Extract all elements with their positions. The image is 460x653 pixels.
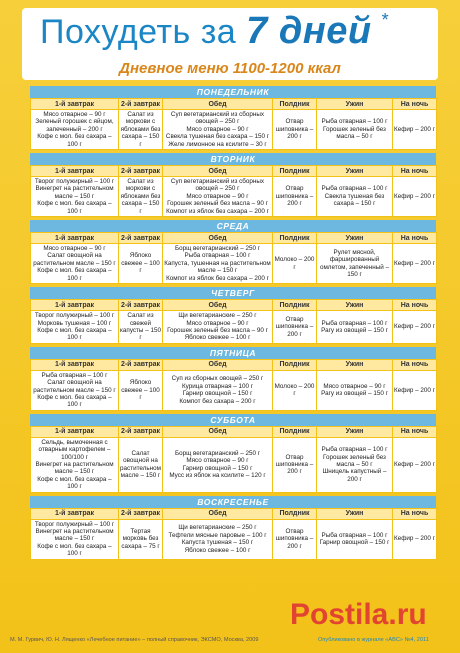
menu-cell: Рыба отварная – 100 г Горошек зеленый без масла – 50 г Шницель капустный – 200 г	[317, 437, 393, 492]
day-name: СУББОТА	[30, 414, 436, 426]
column-header: Обед	[163, 426, 273, 437]
menu-table	[30, 86, 436, 563]
menu-cell: Мясо отварное – 90 г Салат овощной на растительном масле – 150 г Кофе с мол. без сахара – 100 г	[31, 244, 119, 284]
column-header: 2-й завтрак	[119, 233, 163, 244]
menu-cell: Салат из свежей капусты – 150 г	[120, 312, 161, 342]
column-header: 2-й завтрак	[119, 426, 163, 437]
menu-cell: Кефир – 200 г	[393, 519, 437, 559]
menu-cell: Кефир – 200 г	[393, 311, 437, 344]
column-header: Полдник	[273, 166, 317, 177]
menu-cell: Отвар шиповника – 200 г	[273, 110, 317, 150]
page-subtitle: Дневное меню 1100-1200 ккал	[119, 60, 341, 77]
day-block	[30, 414, 436, 493]
menu-cell: Суп из сборных овощей – 250 г Курица отварная – 100 г Гарнир овощной – 150 г Компот без сахара – 200 г	[163, 370, 273, 410]
column-header: На ночь	[393, 426, 437, 437]
menu-cell: Творог полужирный – 100 г Морковь тушеная – 100 г Кофе с мол. без сахара – 100 г	[31, 311, 119, 344]
column-header: Обед	[163, 508, 273, 519]
table-row	[31, 519, 437, 559]
column-header: Полдник	[273, 233, 317, 244]
table-row	[31, 437, 437, 492]
day-table	[30, 508, 437, 560]
column-header: 1-й завтрак	[31, 99, 119, 110]
day-name: СРЕДА	[30, 220, 436, 232]
menu-cell: Рыба отварная – 100 г Свекла тушеная без сахара – 150 г	[317, 177, 393, 217]
header-row	[31, 166, 437, 177]
menu-cell: Отвар шиповника – 200 г	[273, 177, 317, 217]
column-header: Обед	[163, 359, 273, 370]
column-header: На ночь	[393, 233, 437, 244]
day-table	[30, 232, 437, 284]
menu-cell: Мясо отварное – 90 г Зеленый горошек с яйцом, запеченный – 200 г Кофе с мол. без сахара – 100 г	[31, 110, 119, 150]
column-header: Обед	[163, 233, 273, 244]
table-row	[31, 110, 437, 150]
menu-cell: Салат из моркови с яблоками без сахара – 150 г	[119, 177, 163, 217]
menu-cell: Кефир – 200 г	[393, 177, 437, 217]
day-block	[30, 220, 436, 284]
menu-cell: Тертая морковь без сахара – 75 г	[119, 519, 163, 559]
table-row	[31, 311, 437, 344]
column-header: На ночь	[393, 359, 437, 370]
menu-cell: Кефир – 200 г	[393, 244, 437, 284]
column-header: Ужин	[317, 166, 393, 177]
column-header: На ночь	[393, 508, 437, 519]
column-header: Ужин	[317, 359, 393, 370]
menu-cell: Молоко – 200 г	[273, 370, 317, 410]
menu-cell: Яблоко свежее – 100 г	[119, 370, 163, 410]
menu-cell: Борщ вегетарианский – 250 г Мясо отварное – 90 г Гарнир овощной – 150 г Мусс из яблок на ксилите – 120 г	[163, 437, 273, 492]
column-header: Обед	[163, 300, 273, 311]
column-header: 1-й завтрак	[31, 426, 119, 437]
column-header: Ужин	[317, 300, 393, 311]
menu-cell: Отвар шиповника – 200 г	[273, 519, 317, 559]
menu-cell: Мясо отварное – 90 г Рагу из овощей – 150 г	[317, 370, 393, 410]
header-row	[31, 233, 437, 244]
day-name: ВОСКРЕСЕНЬЕ	[30, 496, 436, 508]
day-block	[30, 153, 436, 217]
menu-cell: Рыба отварная – 100 г Рагу из овощей – 150 г	[317, 311, 393, 344]
column-header: 1-й завтрак	[31, 300, 119, 311]
day-name: ВТОРНИК	[30, 153, 436, 165]
menu-cell: Кефир – 200 г	[393, 370, 437, 410]
menu-cell: Творог полужирный – 100 г Винегрет на растительном масле – 150 г Кофе с мол. без сахара – 100 г	[31, 519, 119, 559]
column-header: На ночь	[393, 300, 437, 311]
column-header: 1-й завтрак	[31, 166, 119, 177]
column-header: Полдник	[273, 508, 317, 519]
title-star: *	[381, 10, 390, 30]
column-header: 2-й завтрак	[119, 166, 163, 177]
day-table	[30, 98, 437, 150]
column-header: Полдник	[273, 300, 317, 311]
header-row	[31, 426, 437, 437]
column-header: Обед	[163, 166, 273, 177]
day-name: ЧЕТВЕРГ	[30, 287, 436, 299]
menu-cell: Щи вегетарианские – 250 г Тефтели мясные паровые – 100 г Капуста тушеная – 150 г Яблоко свежее – 100 г	[163, 519, 273, 559]
header-row	[31, 300, 437, 311]
column-header: Ужин	[317, 233, 393, 244]
column-header: Обед	[163, 99, 273, 110]
column-header: Полдник	[273, 99, 317, 110]
day-table	[30, 299, 437, 344]
table-row	[31, 370, 437, 410]
title-part1: Похудеть за	[40, 13, 237, 51]
day-name: ПЯТНИЦА	[30, 347, 436, 359]
menu-cell: Рыба отварная – 100 г Салат овощной на растительном масле – 150 г Кофе с мол. без сахара – 100 г	[31, 370, 119, 410]
header-row	[31, 359, 437, 370]
day-block	[30, 86, 436, 150]
menu-cell: Суп вегетарианский из сборных овощей – 250 г Мясо отварное – 90 г Горошек зеленый без масла – 90 г Компот из яблок без сахара – 200 г	[163, 177, 273, 217]
column-header: Ужин	[317, 508, 393, 519]
header-row	[31, 99, 437, 110]
column-header: 2-й завтрак	[119, 99, 163, 110]
column-header: Ужин	[317, 426, 393, 437]
table-row	[31, 177, 437, 217]
menu-cell: Борщ вегетарианский – 250 г Рыба отварная – 100 г Капуста, тушенная на растительном масле – 150 г Компот из яблок без сахара – 200 г	[164, 245, 271, 282]
menu-cell: Щи вегетарианские – 250 г Мясо отварное – 90 г Горошек зеленый без масла – 90 г Яблоко свежее – 100 г	[163, 311, 273, 344]
column-header: 1-й завтрак	[31, 233, 119, 244]
menu-cell: Отвар шиповника – 200 г	[273, 311, 317, 344]
menu-cell: Сельдь, вымоченная с отварным картофелем – 100/100 г Винегрет на растительном масле – 150 г Кофе с мол. без сахара – 100 г	[31, 437, 119, 492]
menu-cell: Отвар шиповника – 200 г	[273, 437, 317, 492]
day-table	[30, 359, 437, 411]
menu-cell: Салат из моркови с яблоками без сахара – 150 г	[119, 110, 163, 150]
header-row	[31, 508, 437, 519]
menu-cell: Рыба отварная – 100 г Горошек зеленый без масла – 50 г	[317, 110, 393, 150]
day-block	[30, 347, 436, 411]
column-header: 2-й завтрак	[119, 300, 163, 311]
day-table	[30, 426, 437, 493]
menu-cell: Рыба отварная – 100 г Гарнир овощной – 150 г	[317, 519, 393, 559]
day-name: ПОНЕДЕЛЬНИК	[30, 86, 436, 98]
footer-source: М. М. Гурвич, Ю. Н. Лященко «Лечебное питание» – полный справочник, ЭКСМО, Москва, 2009	[10, 637, 259, 643]
footer-published: Опубликовано в журнале «ABC» №4, 2011	[318, 637, 429, 643]
column-header: На ночь	[393, 166, 437, 177]
day-block	[30, 287, 436, 344]
column-header: 1-й завтрак	[31, 359, 119, 370]
menu-cell: Рулет мясной, фаршированный омлетом, запеченный – 150 г	[317, 244, 393, 284]
column-header: 2-й завтрак	[119, 359, 163, 370]
menu-cell: Суп вегетарианский из сборных овощей – 250 г Мясо отварное – 90 г Свекла тушеная без сахара – 150 г Желе лимонное на ксилите – 30 г	[163, 110, 273, 150]
column-header: Полдник	[273, 426, 317, 437]
column-header: Ужин	[317, 99, 393, 110]
day-table	[30, 165, 437, 217]
day-block	[30, 496, 436, 560]
menu-cell: Творог полужирный – 100 г Винегрет на растительном масле – 150 г Кофе с мол. без сахара – 100 г	[31, 177, 119, 217]
menu-cell: Яблоко свежее – 100 г	[119, 244, 163, 284]
column-header: 2-й завтрак	[119, 508, 163, 519]
menu-cell: Кефир – 200 г	[393, 110, 437, 150]
page-title	[40, 10, 420, 53]
column-header: Полдник	[273, 359, 317, 370]
title-part2: 7 дней	[246, 10, 372, 52]
watermark-logo: Postila.ru	[290, 598, 427, 631]
column-header: На ночь	[393, 99, 437, 110]
table-row	[31, 244, 437, 284]
menu-cell: Молоко – 200 г	[273, 244, 317, 284]
menu-cell: Салат овощной на растительном масле – 150 г	[119, 437, 163, 492]
menu-cell: Кефир – 200 г	[393, 437, 437, 492]
column-header: 1-й завтрак	[31, 508, 119, 519]
